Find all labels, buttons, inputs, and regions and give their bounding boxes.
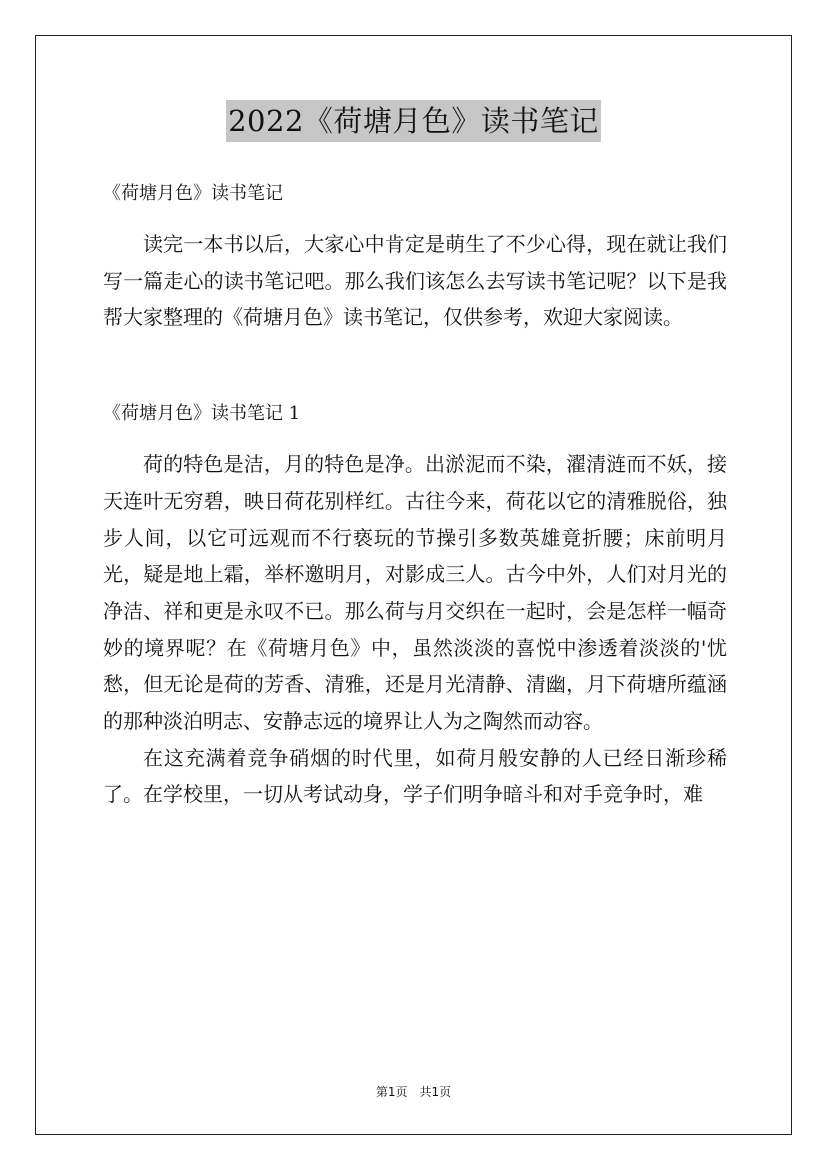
- section-heading: 《荷塘月色》读书笔记 1: [103, 403, 301, 425]
- intro-paragraph: 读完一本书以后，大家心中肯定是萌生了不少心得，现在就让我们写一篇走心的读书笔记吧。那么我们该怎么去写读书笔记呢？以下是我帮大家整理的《荷塘月色》读书笔记，仅供参考，欢迎大家阅读。: [103, 232, 727, 330]
- page-number: 第1页: [375, 1085, 408, 1099]
- document-title: 2022《荷塘月色》读书笔记: [226, 100, 601, 142]
- page-total: 共1页: [419, 1085, 452, 1099]
- section-paragraph-1: 荷的特色是洁，月的特色是净。出淤泥而不染，濯清涟而不妖，接天连叶无穷碧，映日荷花别样红。古往今来，荷花以它的清雅脱俗，独步人间，以它可远观而不行亵玩的节操引多数英雄竟折腰；床前明月光，疑是地上霜，举杯邀明月，对影成三人。古今中外，人们对月光的净洁、祥和更是永叹不已。那么荷与月交织在一起时，会是怎样一幅奇妙的境界呢？在《荷塘月色》中，虽然淡淡的喜悦中渗透着淡淡的'忧愁，但无论是荷的芳香、清雅，还是月光清静、清幽，月下荷塘所蕴涵的那种淡泊明志、安静志远的境界让人为之陶然而动容。: [103, 452, 727, 734]
- title-container: [0, 100, 827, 142]
- section-paragraph-2: 在这充满着竞争硝烟的时代里，如荷月般安静的人已经日渐珍稀了。在学校里，一切从考试动身，学子们明争暗斗和对手竞争时，难: [103, 745, 727, 807]
- intro-heading: 《荷塘月色》读书笔记: [103, 183, 283, 204]
- document-body: [103, 174, 727, 813]
- page-footer: [0, 1083, 827, 1100]
